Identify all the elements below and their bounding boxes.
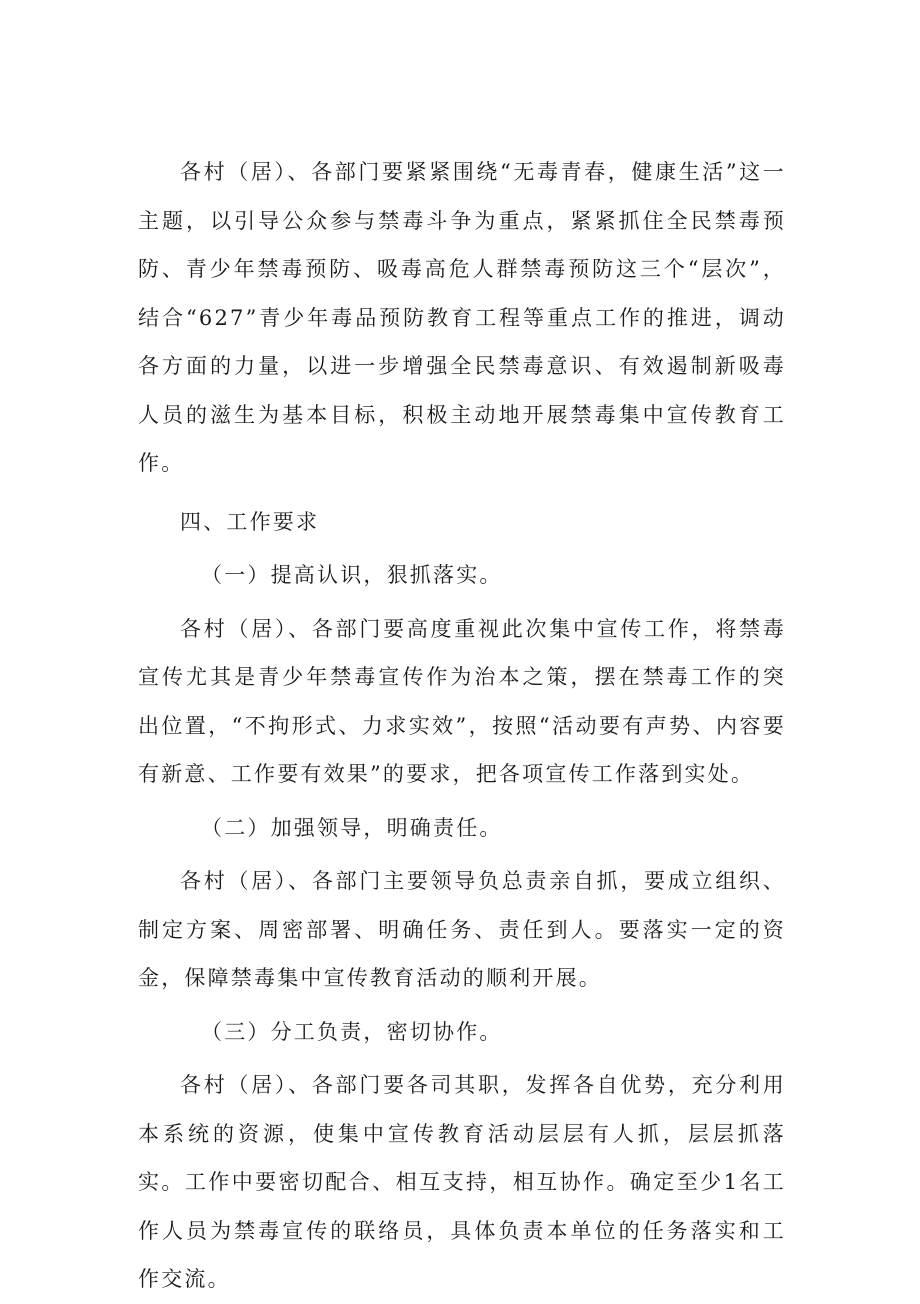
subheading-strengthen-leadership: （二）加强领导，明确责任。 (201, 815, 503, 840)
paragraph-division-of-labor: 各村（居）、各部门要各司其职，发挥各自优势，充分利用本系统的资源，使集中宣传教育活动层层有人抓，层层抓落实。工作中要密切配合、相互支持，相互协作。确定至少1名工作人员为禁毒宣传的联络员，具体负责本单位的任务落实和工作交流。 (138, 1073, 786, 1291)
paragraph-raise-awareness: 各村（居）、各部门要高度重视此次集中宣传工作，将禁毒宣传尤其是青少年禁毒宣传作为治本之策，摆在禁毒工作的突出位置，“不拘形式、力求实效”，按照“活动要有声势、内容要有新意、工作要有效果”的要求，把各项宣传工作落到实处。 (138, 616, 786, 786)
section-heading-work-requirements: 四、工作要求 (180, 509, 320, 534)
document-body (138, 148, 786, 1304)
subheading-raise-awareness: （一）提高认识，狠抓落实。 (201, 563, 503, 587)
paragraph-strengthen-leadership: 各村（居）、各部门主要领导负总责亲自抓，要成立组织、制定方案、周密部署、明确任务、责任到人。要落实一定的资金，保障禁毒集中宣传教育活动的顺利开展。 (138, 869, 786, 990)
paragraph-theme: 各村（居）、各部门要紧紧围绕“无毒青春，健康生活”这一主题，以引导公众参与禁毒斗争为重点，紧紧抓住全民禁毒预防、青少年禁毒预防、吸毒高危人群禁毒预防这三个“层次”，结合“627”青少年毒品预防教育工程等重点工作的推进，调动各方面的力量，以进一步增强全民禁毒意识、有效遏制新吸毒人员的滋生为基本目标，积极主动地开展禁毒集中宣传教育工作。 (138, 160, 786, 475)
subheading-division-of-labor: （三）分工负责，密切协作。 (201, 1019, 503, 1044)
